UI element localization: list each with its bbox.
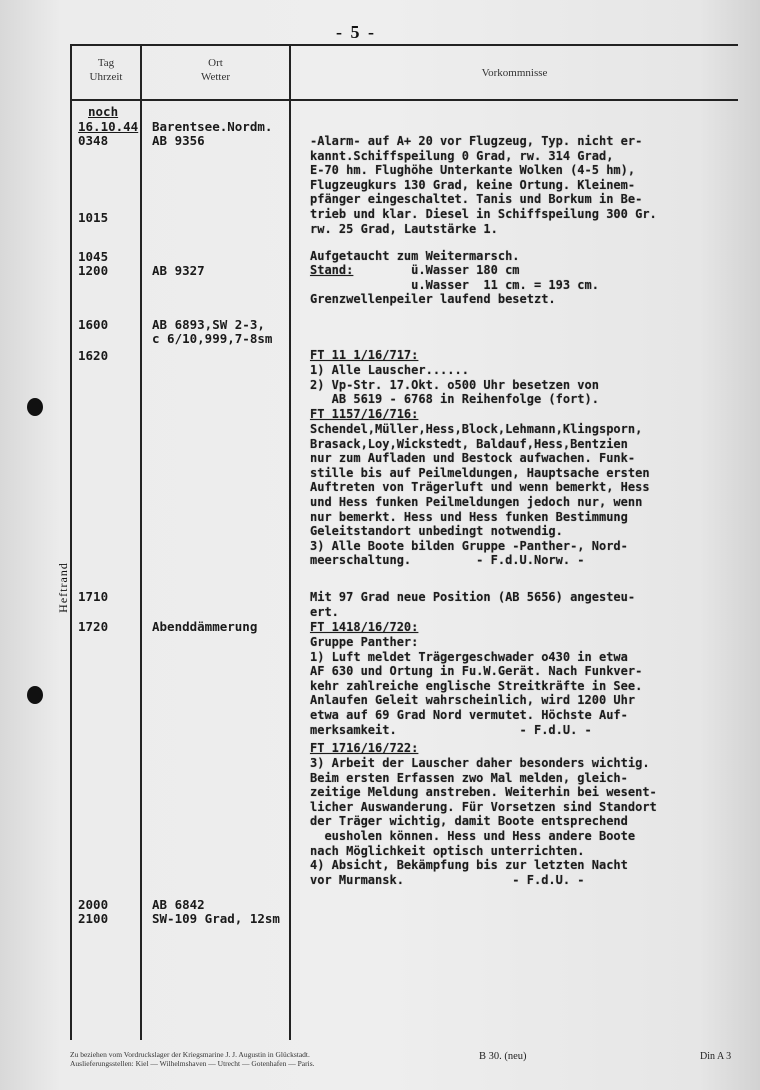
margin-label: Heftrand	[55, 562, 70, 613]
footer-paper-size: Din A 3	[700, 1051, 732, 1062]
entry-alarm: -Alarm- auf A+ 20 vor Flugzeug, Typ. nicht er- kannt.Schiffspeilung 0 Grad, rw. 314 Grad, E-70 hm. Flughöhe Unterkante Wolken (4-5 hm), Flugzeugkurs 130 Grad, keine Ortung. Kleinem- pfänger eingeschaltet. Tanis und Borkum in Be- trieb und klar. Diesel in Schiffspeilung 300 Gr. rw. 25 Grad, Lautstärke 1.	[310, 134, 657, 236]
radio-message-4-text: 3) Arbeit der Lauscher daher besonders wichtig. Beim ersten Erfassen zwo Mal melden, gleich- zeitige Meldung anstreben. Weiterhin bei wesent- licher Auswanderung. Für Vorsetzen sind Standort der Träger wichtig, damit Boote entsprechend eusholen können. Hess und Hess andere Boote nach Möglichkeit optisch unterrichten. 4) Absicht, Bekämpfung bis zur letzten Nacht vor Murmansk. - F.d.U. -	[310, 756, 657, 887]
entry-stand-line2: u.Wasser 11 cm. = 193 cm.	[310, 278, 599, 292]
place-2000: AB 6842	[152, 897, 205, 912]
radio-message-4-label: FT 1716/16/722:	[310, 741, 419, 755]
time-2000: 2000	[78, 897, 109, 912]
header-col1-line2: Uhrzeit	[89, 71, 123, 83]
entry-surfaced: Aufgetaucht zum Weitermarsch.	[310, 249, 520, 263]
time-1200: 1200	[78, 263, 109, 278]
time-1720: 1720	[78, 619, 109, 634]
radio-message-3-text: Gruppe Panther: 1) Luft meldet Trägergeschwader o430 in etwa AF 630 und Ortung in Fu.W.Gerät. Nach Funkver- kehr zahlreiche englische Streitkräfte in See. Anlaufen Geleit wahrscheinlich, wird 1200 Uhr etwa auf 69 Grad Nord vermutet. Höchste Auf- merksamkeit. - F.d.U. -	[310, 635, 643, 737]
entry-new-position: Mit 97 Grad neue Position (AB 5656) angesteu- ert.	[310, 590, 636, 619]
page-number: - 5 -	[336, 22, 376, 42]
stand-label: Stand:	[310, 263, 354, 277]
header-col1-line1: Tag	[97, 57, 115, 69]
date: 16.10.44	[78, 119, 139, 134]
place-1720: Abenddämmerung	[152, 619, 258, 634]
place-2100: SW-109 Grad, 12sm	[152, 911, 280, 926]
punch-hole-bottom	[27, 686, 43, 704]
place-date-header: Barentsee.Nordm.	[152, 119, 273, 134]
column-rule-2	[289, 44, 291, 1040]
entry-stand	[310, 263, 750, 278]
place-1600: AB 6893,SW 2-3, c 6/10,999,7-8sm	[152, 317, 273, 346]
punch-hole-top	[27, 398, 43, 416]
header-col2-line2: Wetter	[200, 71, 231, 83]
footer-form-number: B 30. (neu)	[479, 1051, 527, 1062]
radio-message-3-label: FT 1418/16/720:	[310, 620, 419, 634]
footer-publisher: Zu beziehen vom Vordruckslager der Kriegsmarine J. J. Augustin in Glückstadt. Auslieferungsstellen: Kiel — Wilhelmshaven — Utrecht — Gotenhafen — Paris.	[70, 1050, 315, 1068]
place-0348: AB 9356	[152, 133, 205, 148]
time-2100: 2100	[78, 911, 109, 926]
stand-line1: ü.Wasser 180 cm	[353, 263, 520, 277]
time-1710: 1710	[78, 589, 109, 604]
date-noch: noch	[88, 104, 119, 119]
time-0348: 0348	[78, 133, 109, 148]
radio-message-2-label: FT 1157/16/716:	[310, 407, 419, 421]
place-1200: AB 9327	[152, 263, 205, 278]
time-1045: 1045	[78, 249, 109, 264]
header-bottom-rule	[70, 99, 738, 101]
table-top-rule	[70, 44, 738, 46]
time-1600: 1600	[78, 317, 109, 332]
header-col3: Vorkommnisse	[481, 67, 548, 79]
column-rule-1	[140, 44, 142, 1040]
header-col1	[72, 56, 140, 84]
radio-message-1-label: FT 11 1/16/717:	[310, 348, 419, 362]
header-col2-line1: Ort	[208, 57, 223, 69]
radio-message-2-text: Schendel,Müller,Hess,Block,Lehmann,Klingsporn, Brasack,Loy,Wickstedt, Baldauf,Hess,Bentzien nur zum Aufladen und Bestock aufwachen. Funk- stille bis auf Peilmeldungen, Hauptsache ersten Auftreten von Trägerluft und wenn bemerkt, Hess und Hess funken Peilmeldungen jedoch nur, wenn nur bemerkt. Hess und Hess funken Bestimmung Geleitstandort unbedingt notwendig. 3) Alle Boote bilden Gruppe -Panther-, Nord- meerschaltung. - F.d.U.Norw. -	[310, 422, 650, 568]
header-col2	[142, 56, 289, 84]
table-left-rule	[70, 44, 72, 1040]
radio-message-1-text: 1) Alle Lauscher...... 2) Vp-Str. 17.Okt. o500 Uhr besetzen von AB 5619 - 6768 in Reihenfolge (fort).	[310, 363, 599, 407]
time-1015: 1015	[78, 210, 109, 225]
time-1620: 1620	[78, 348, 109, 363]
entry-direction-finder: Grenzwellenpeiler laufend besetzt.	[310, 292, 556, 306]
